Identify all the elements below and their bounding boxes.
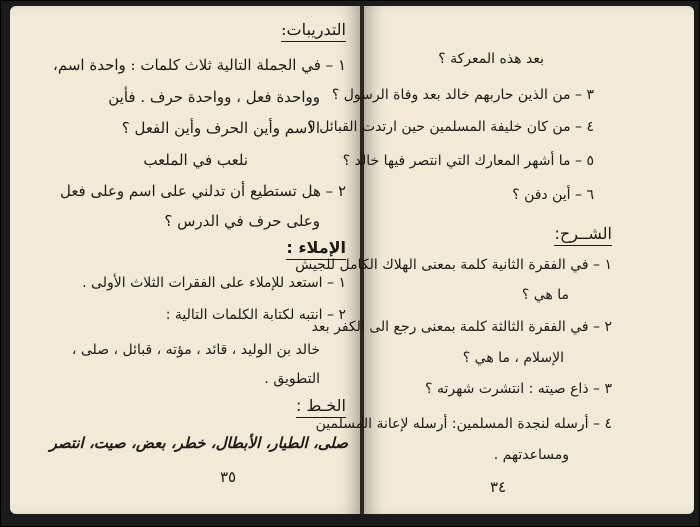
dictation-words-line-1: خالد بن الوليد ، قائد ، مؤته ، قبائل ، صلى ، — [71, 342, 320, 358]
exercise-1-line-1: ١ – في الجملة التالية ثلاث كلمات : واحدة اسم، — [53, 56, 346, 74]
explanation-3: ٣ – ذاع صيته : انتشرت شهرته ؟ — [425, 381, 612, 397]
exercise-1-line-3: الاسم وأين الحرف وأين الفعل ؟ — [121, 119, 320, 137]
page-number-left: ٣٥ — [220, 468, 237, 486]
dictation-1: ١ – استعد للإملاء على الفقرات الثلاث الأولى . — [82, 275, 346, 291]
question-continuation: بعد هذه المعركة ؟ — [438, 51, 544, 67]
heading-exercises: التدريبات: — [281, 20, 346, 42]
question-6: ٦ – أين دفن ؟ — [512, 187, 594, 203]
dictation-words-line-2: التطويق . — [264, 371, 320, 387]
exercise-1-line-2: وواحدة فعل ، وواحدة حرف . فأين — [108, 88, 320, 106]
question-5: ٥ – ما أشهر المعارك التي انتصر فيها خالد ؟ — [342, 153, 594, 169]
exercise-2-line-1: ٢ – هل تستطيع أن تدلني على اسم وعلى فعل — [59, 182, 346, 200]
explanation-4-line-1: ٤ – أرسله لنجدة المسلمين: أرسله لإعانة المسلمين — [315, 416, 612, 432]
heading-explanation: الشــرح: — [554, 224, 612, 246]
exercise-1-sentence: نلعب في الملعب — [143, 151, 248, 169]
heading-dictation: الإملاء : — [286, 238, 346, 260]
handwriting-sample: صلى، الطيار، الأبطال، خطر، بعض، صيت، انتصر — [49, 434, 348, 452]
dictation-2: ٢ – انتبه لكتابة الكلمات التالية : — [165, 307, 346, 323]
explanation-2-line-2: الإسلام ، ما هي ؟ — [462, 350, 564, 366]
question-3: ٣ – من الذين حاربهم خالد بعد وفاة الرسول ؟ — [331, 87, 594, 103]
explanation-2-line-1: ٢ – في الفقرة الثالثة كلمة بمعنى رجع الى الكفر بعد — [311, 319, 612, 335]
exercise-2-line-2: وعلى حرف في الدرس ؟ — [164, 212, 320, 230]
explanation-4-line-2: ومساعدتهم . — [493, 447, 569, 463]
question-4: ٤ – من كان خليفة المسلمين حين ارتدت القبائل ؟ — [307, 119, 594, 135]
heading-handwriting: الخـط : — [296, 396, 346, 418]
explanation-1-line-1: ١ – في الفقرة الثانية كلمة بمعنى الهلاك الكامل للجيش — [295, 257, 612, 273]
page-number-right: ٣٤ — [490, 478, 507, 496]
explanation-1-line-2: ما هي ؟ — [521, 287, 569, 303]
